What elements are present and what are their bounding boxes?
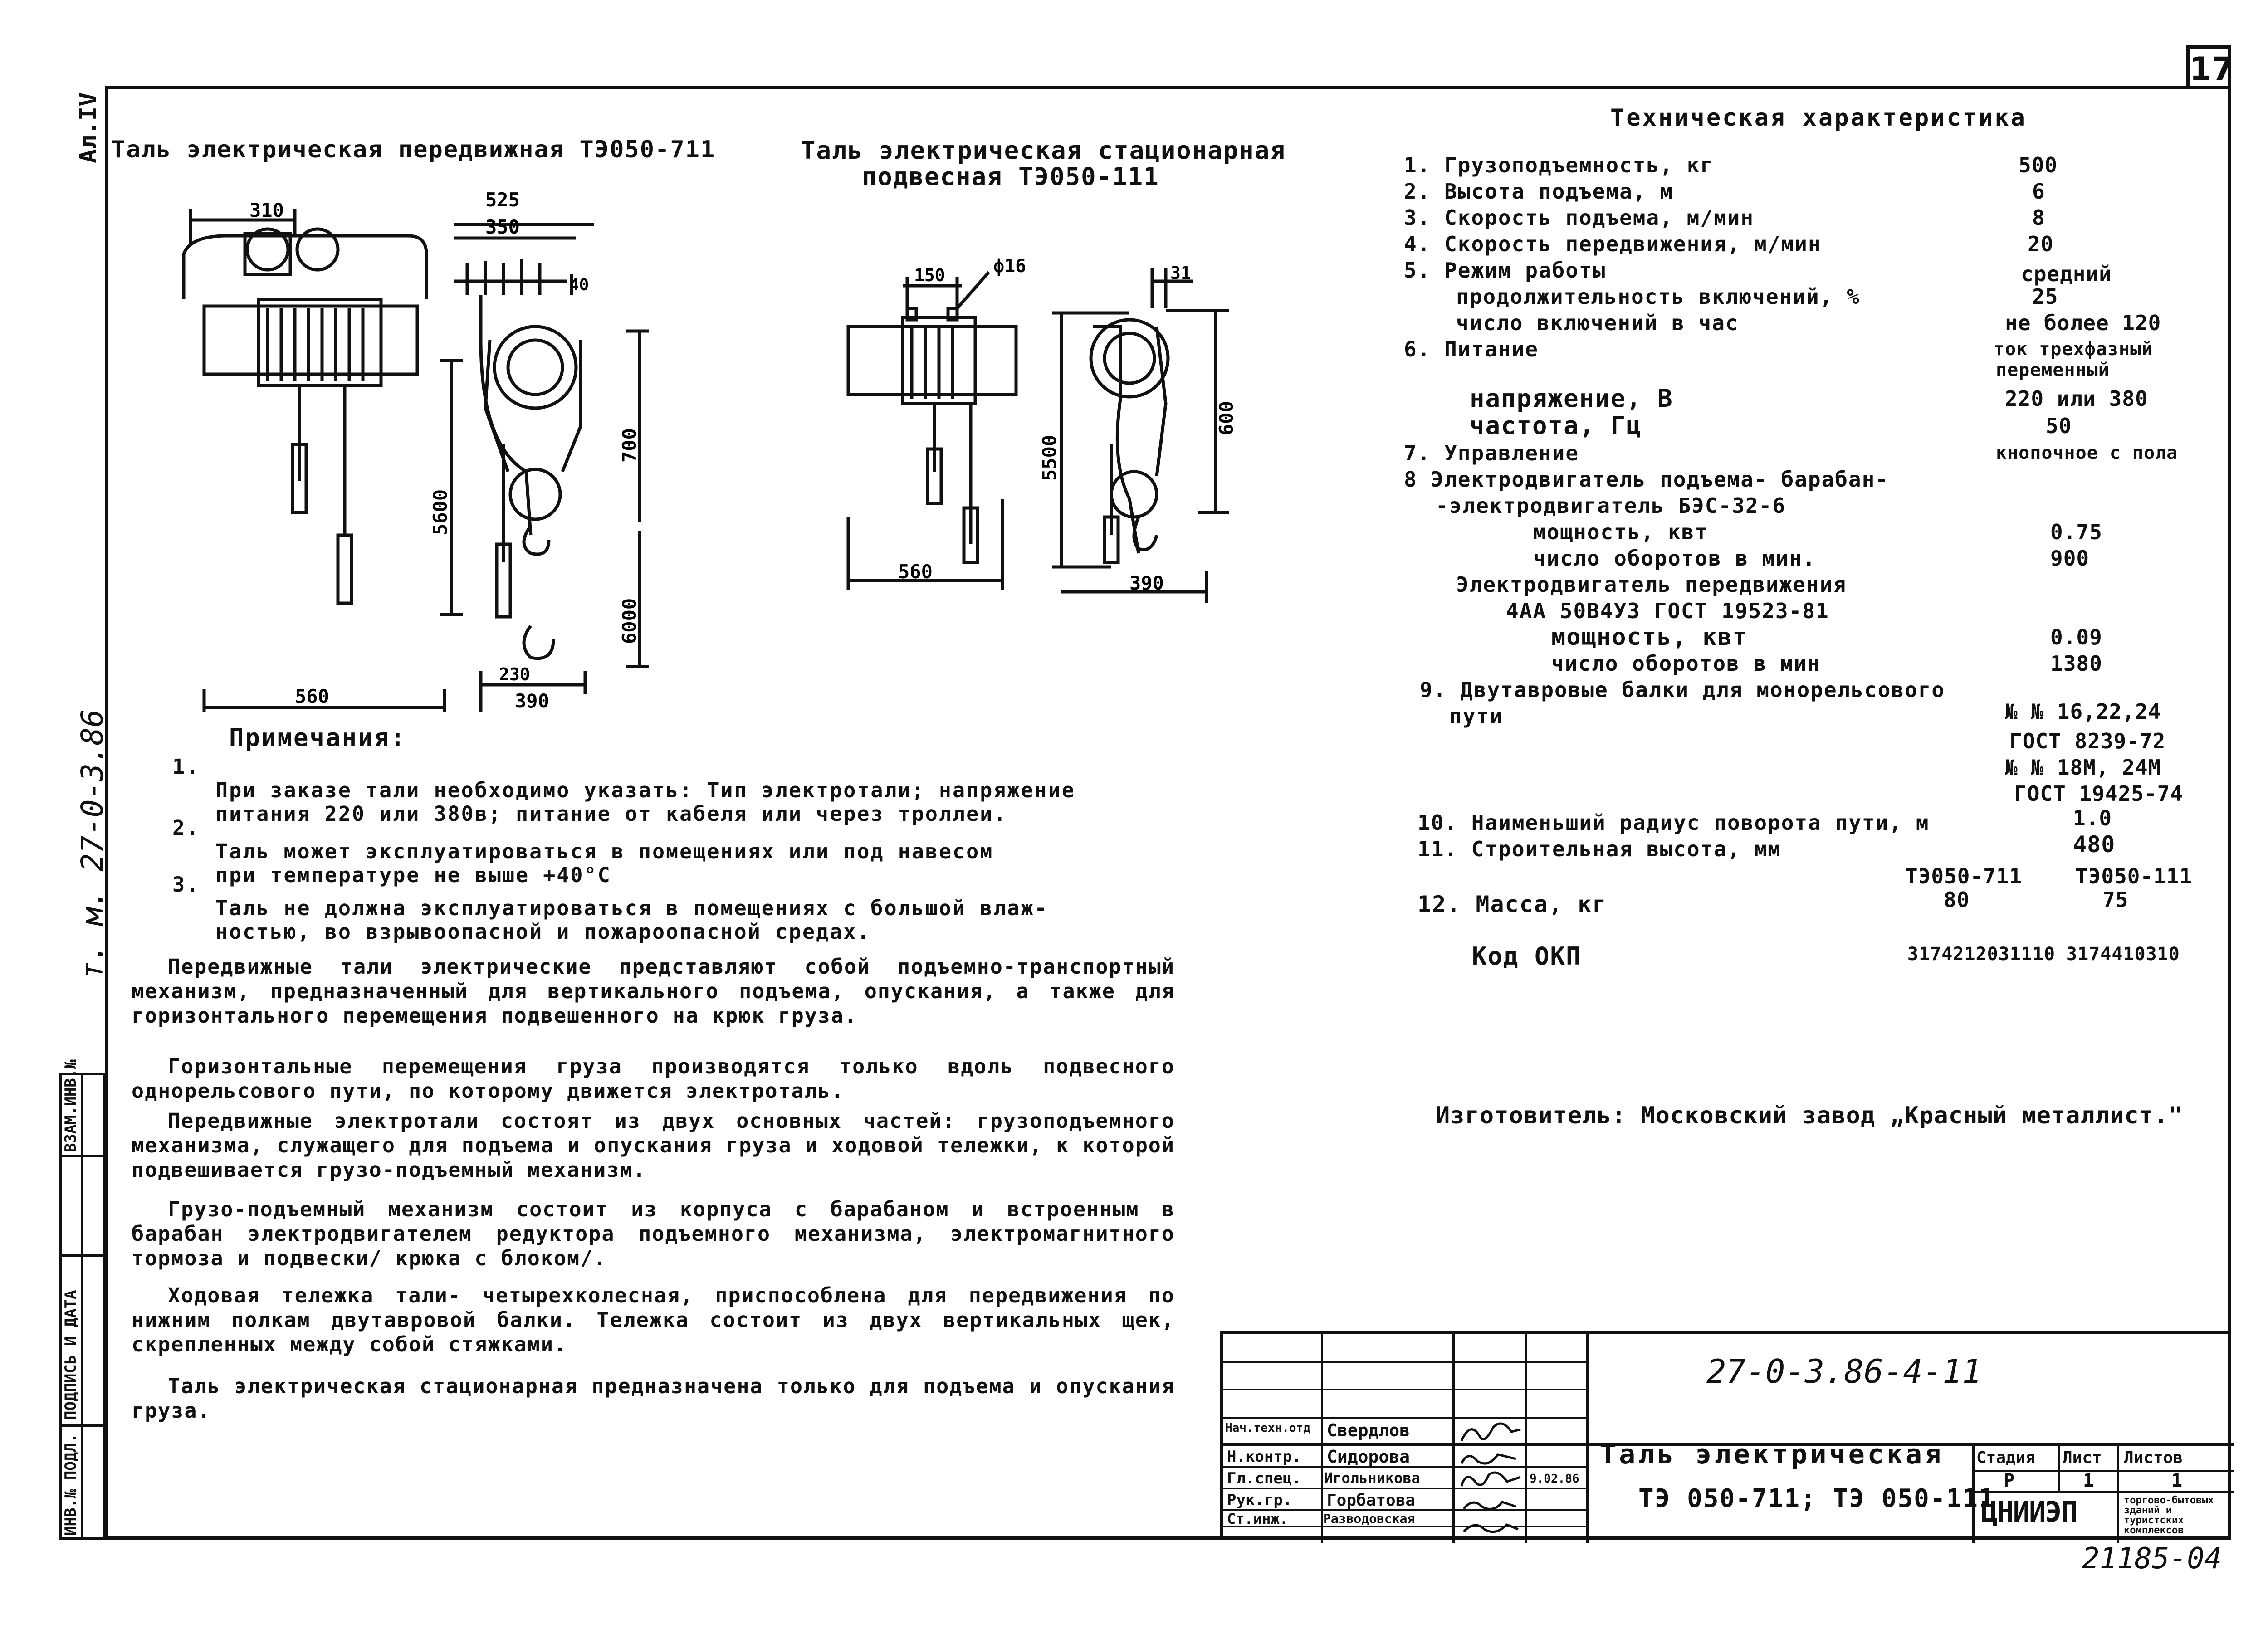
note-number: 1. (172, 755, 200, 779)
okp-mobile: 3174212031110 (1907, 944, 2056, 965)
model-stationary: ТЭ050-111 (2075, 864, 2193, 888)
spec-value: 1380 (2050, 651, 2102, 676)
spec-value: 6 (2032, 179, 2045, 204)
stamp-line (1452, 1334, 1455, 1543)
person-name: Игольникова (1324, 1469, 1420, 1487)
series-code: т. м. 27-0-3.86 (75, 709, 110, 980)
spec-label: число включений в час (1456, 311, 1739, 335)
dim-label: 390 (515, 690, 549, 712)
spec-label: 11. Строительная высота, мм (1418, 837, 1781, 861)
note-number: 3. (172, 873, 200, 897)
note-text: Таль может эксплуатироваться в помещениях или под навесом при температуре не выше +40°С (215, 839, 994, 887)
role-label: Рук.гр. (1227, 1491, 1292, 1509)
spec-label: мощность, квт (1551, 624, 1748, 651)
okp-stationary: 3174410310 (2066, 944, 2180, 965)
note-text: Таль не должна эксплуатироваться в помещениях с большой влаж- ностью, во взрывоопасной и пожароопасной средах. (215, 896, 1048, 944)
spec-value: 900 (2050, 546, 2090, 571)
dim-label: 31 (1170, 263, 1191, 283)
spec-label: 9. Двутавровые балки для монорельсового (1420, 678, 1945, 702)
spec-value: ГОСТ 19425-74 (2014, 781, 2184, 806)
spec-value: переменный (1996, 360, 2110, 380)
signatures (1457, 1418, 1525, 1541)
spec-label: -электродвигатель БЭС-32-6 (1436, 493, 1786, 518)
spec-value: ГОСТ 8239-72 (2009, 729, 2166, 753)
spec-value: 25 (2032, 284, 2058, 309)
spec-label: 10. Наименьший радиус поворота пути, м (1418, 810, 1930, 835)
spec-value: № № 16,22,24 (2005, 699, 2161, 724)
description-paragraph: Таль электрическая стационарная предназначена только для подъема и опускания груза. (132, 1374, 1175, 1423)
stamp-title-line2: ТЭ 050-711; ТЭ 050-111 (1638, 1484, 1995, 1513)
corner-mark: Ал.IV (75, 92, 102, 163)
organization-subtitle: торгово-бытовых зданий и туристских комплексов (2124, 1495, 2214, 1536)
title-block (1220, 1331, 2231, 1540)
spec-value: 0.09 (2050, 625, 2102, 649)
strip-divider (62, 1155, 103, 1157)
dim-label: 6000 (618, 598, 640, 644)
spec-label: 4АА 50В4У3 ГОСТ 19523-81 (1506, 599, 1829, 623)
spec-label: напряжение, В (1470, 384, 1673, 413)
spec-label: 6. Питание (1404, 337, 1539, 361)
dim-label: 560 (898, 561, 933, 583)
spec-label: 1. Грузоподъемность, кг (1404, 153, 1714, 177)
strip-divider (62, 1254, 103, 1257)
note-3 (172, 873, 1048, 944)
description-paragraph: Грузо-подъемный механизм состоит из корпуса с барабаном и встроенным в барабан электродвигателем редуктора подъемного механизма, электромагнитного тормоза и подвески/ крюка с блоком/. (132, 1197, 1175, 1270)
dim-label: 600 (1215, 401, 1237, 435)
stamp-line (1525, 1334, 1527, 1543)
spec-label: число оборотов в мин (1551, 651, 1821, 676)
organization: ЦНИИЭП (1981, 1495, 2077, 1528)
sheet-value: 1 (2083, 1470, 2094, 1491)
role-label: Н.контр. (1227, 1448, 1301, 1466)
spec-value: 220 или 380 (2005, 386, 2148, 411)
spec-label: число оборотов в мин. (1533, 546, 1816, 571)
spec-value: 500 (2019, 153, 2058, 177)
spec-label: частота, Гц (1470, 411, 1642, 440)
spec-value: 20 (2028, 232, 2054, 256)
stage-value: Р (2004, 1470, 2015, 1491)
mass-mobile: 80 (1944, 888, 1970, 912)
role-label: Ст.инж. (1227, 1510, 1288, 1527)
stamp-line (1223, 1417, 1586, 1419)
stamp-line (1223, 1488, 1586, 1489)
role-label: Гл.спец. (1227, 1469, 1301, 1488)
archive-strip (59, 1059, 105, 1540)
sheets-label: Листов (2124, 1449, 2183, 1467)
mobile-hoist-title: Таль электрическая передвижная ТЭ050-711 (111, 136, 716, 163)
sheet-label: Лист (2063, 1449, 2102, 1467)
description-paragraph: Передвижные электротали состоят из двух основных частей: грузоподъемного механизма, служащего для подъема и опускания груза и ходовой тележки, к которой подвешивается грузо-подъемный механизм. (132, 1109, 1175, 1182)
document-code: 27-0-3.86-4-11 (1706, 1352, 1982, 1390)
spec-value: 0.75 (2050, 520, 2102, 544)
spec-label: продолжительность включений, % (1456, 284, 1860, 309)
person-name: Свердлов (1327, 1420, 1410, 1440)
dim-label: ф16 (993, 256, 1026, 277)
mass-label: 12. Масса, кг (1418, 891, 1607, 917)
stamp-line (1223, 1389, 1586, 1390)
spec-label: 5. Режим работы (1404, 258, 1606, 283)
stationary-hoist-drawing (839, 254, 1338, 662)
spec-label: 2. Высота подъема, м (1404, 179, 1673, 204)
spec-value: не более 120 (2005, 311, 2161, 335)
spec-label: 8 Электродвигатель подъема- барабан- (1404, 467, 1889, 492)
sheets-value: 1 (2171, 1470, 2183, 1491)
dim-label: 390 (1129, 572, 1164, 594)
spec-label: пути (1449, 704, 1503, 728)
person-name: Разводовская (1323, 1511, 1415, 1526)
spec-value: средний (2021, 262, 2112, 286)
sheet-number: 17 (2186, 45, 2231, 87)
dim-label: 310 (249, 199, 284, 221)
person-name: Горбатова (1327, 1491, 1416, 1510)
okp-label: Код ОКП (1472, 942, 1582, 971)
mass-stationary: 75 (2102, 888, 2129, 912)
dim-label: 560 (295, 685, 329, 707)
stamp-line (2117, 1443, 2119, 1543)
role-label: Нач.техн.отд (1225, 1421, 1310, 1435)
description-paragraph: Ходовая тележка тали- четырехколесная, приспособлена для передвижения по нижним полкам двутавровой балки. Тележка состоит из двух вертикальных щек, скрепленных между собой стяжками. (132, 1283, 1175, 1356)
dim-label: 5500 (1038, 434, 1061, 481)
strip-sign-label: ПОДПИСЬ И ДАТА (62, 1290, 80, 1420)
dim-label: 700 (618, 428, 640, 463)
spec-value: 480 (2073, 831, 2116, 858)
tech-heading: Техническая характеристика (1610, 104, 2027, 132)
dim-label: 5600 (429, 489, 451, 535)
note-text: При заказе тали необходимо указать: Тип электротали; напряжение питания 220 или 380в; питание от кабеля или через троллеи. (215, 778, 1075, 826)
note-number: 2. (172, 816, 200, 840)
spec-label: 3. Скорость подъема, м/мин (1404, 205, 1755, 230)
person-name: Сидорова (1327, 1447, 1410, 1467)
stamp-line (1586, 1334, 1589, 1543)
strip-divider (62, 1424, 103, 1427)
description-paragraph: Горизонтальные перемещения груза производятся только вдоль подвесного однорельсового пути, по которому движется электроталь. (132, 1054, 1175, 1103)
archive-number: 21185-04 (2082, 1542, 2222, 1575)
spec-label: 4. Скорость передвижения, м/мин (1404, 232, 1822, 256)
spec-value: 8 (2032, 205, 2045, 230)
spec-value: кнопочное с пола (1996, 443, 2178, 463)
stationary-hoist-title-line1: Таль электрическая стационарная (801, 136, 1286, 165)
dim-label: 350 (485, 216, 520, 238)
spec-value: 1.0 (2073, 806, 2112, 830)
mobile-hoist-drawing (172, 190, 744, 712)
stamp-date: 9.02.86 (1530, 1472, 1579, 1486)
stationary-hoist-title-line2: подвесная ТЭ050-111 (862, 162, 1159, 191)
stage-label: Стадия (1976, 1449, 2036, 1467)
strip-replace-label: ВЗАМ.ИНВ.№ (62, 1059, 80, 1152)
notes-heading: Примечания: (229, 723, 406, 752)
stamp-title-line1: Таль электрическая (1600, 1439, 1944, 1470)
strip-inv-label: ИНВ.№ ПОДЛ. (62, 1433, 80, 1536)
dim-label: 525 (485, 190, 520, 211)
spec-value: 50 (2046, 414, 2072, 438)
spec-value: ток трехфазный (1994, 339, 2153, 360)
stamp-line (1223, 1361, 1586, 1363)
dim-label: 40 (569, 276, 589, 294)
dim-label: 230 (499, 664, 530, 684)
model-mobile: ТЭ050-711 (1905, 864, 2023, 888)
manufacturer: Изготовитель: Московский завод „Красный металлист." (1436, 1102, 2183, 1129)
spec-value: № № 18М, 24М (2005, 755, 2161, 780)
dim-label: 150 (914, 265, 945, 285)
description-paragraph: Передвижные тали электрические представляют собой подъемно-транспортный механизм, предназначенный для вертикального подъема, опускания, а также для горизонтального перемещения подвешенного на крюк груза. (132, 955, 1175, 1028)
spec-label: мощность, квт (1533, 520, 1709, 544)
note-1 (172, 755, 1075, 826)
spec-label: Электродвигатель передвижения (1456, 572, 1847, 597)
spec-label: 7. Управление (1404, 441, 1579, 465)
stamp-line (2058, 1443, 2060, 1491)
